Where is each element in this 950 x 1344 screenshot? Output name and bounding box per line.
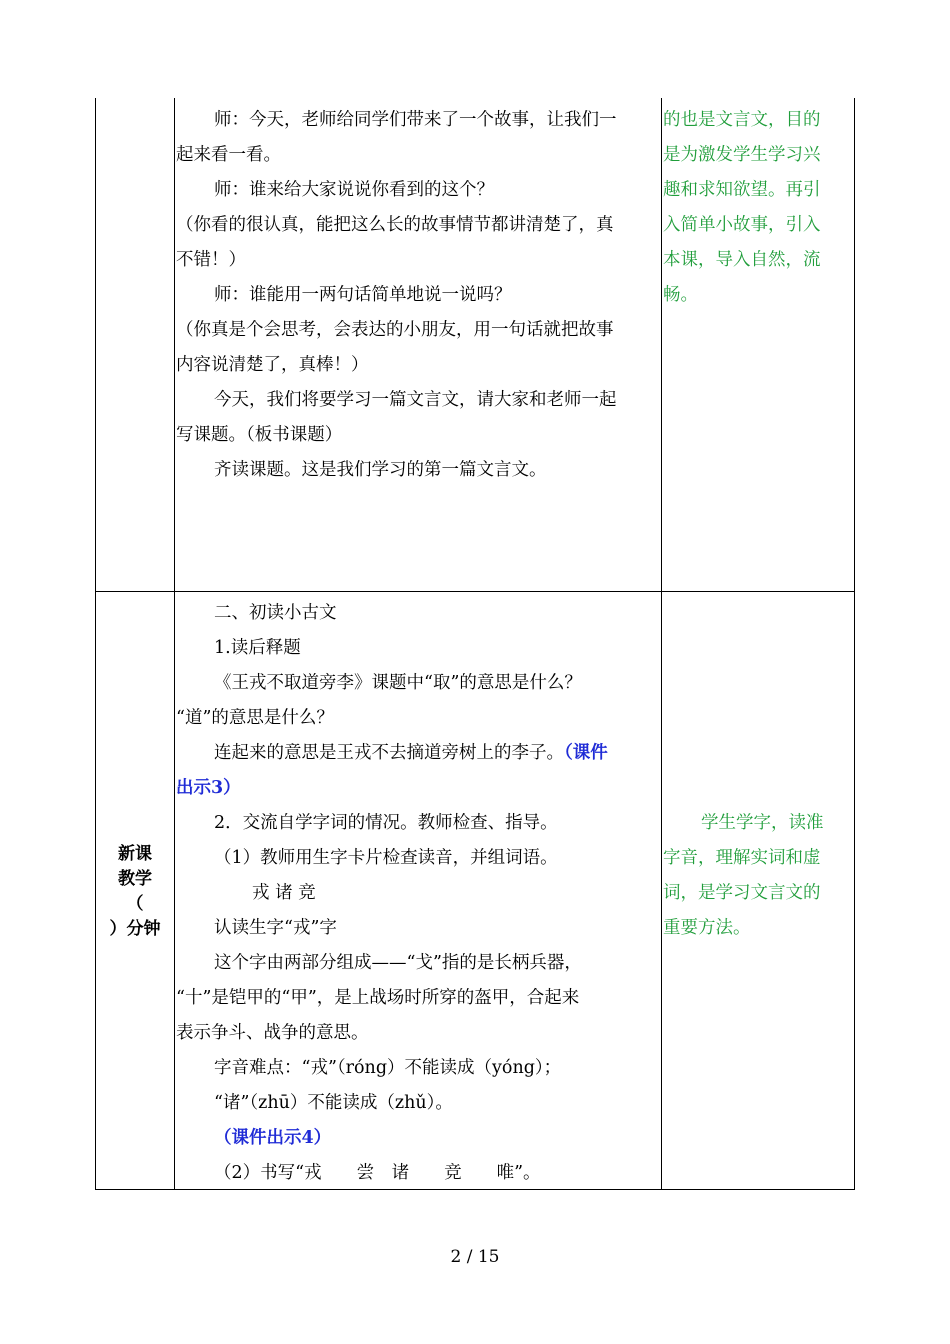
row2-line-17: （2）书写“戎 尝 诸 竞 唯”。 [214,1163,541,1183]
row1-line-5: 不错！） [176,250,246,270]
row2-note-line-2: 字音，理解实词和虚 [663,848,821,868]
courseware-ref-4: （课件出示4） [214,1128,332,1148]
row1-line-11: 齐读课题。这是我们学习的第一篇文言文。 [214,460,547,480]
row2-note-line-4: 重要方法。 [663,918,751,938]
row2-line-3: 《王戎不取道旁李》课题中“取”的意思是什么？ [214,673,582,693]
row1-line-1: 师：今天，老师给同学们带来了一个故事，让我们一 [214,110,617,130]
row2-line-7: 2．交流自学字词的情况。教师检查、指导。 [214,813,558,833]
row2-main-cell [176,596,660,1191]
row1-note-line-6: 畅。 [663,285,698,305]
row2-line-8: （1）教师用生字卡片检查读音，并组词语。 [214,848,558,868]
row1-line-9: 今天，我们将要学习一篇文言文，请大家和老师一起 [214,390,617,410]
table-right-border [854,98,855,1190]
row1-line-7: （你真是个会思考，会表达的小朋友，用一句话就把故事 [176,320,614,340]
row2-line-5 [176,736,660,771]
row1-note-cell [663,103,853,313]
section-label-line-4: ）分钟 [109,919,161,939]
row1-line-2: 起来看一看。 [176,145,281,165]
row2-line-12: “十”是铠甲的“甲”，是上战场时所穿的盔甲，合起来 [176,988,580,1008]
row1-line-6: 师：谁能用一两句话简单地说一说吗？ [214,285,512,305]
row2-line-5-text: 连起来的意思是王戎不去摘道旁树上的李子。 [214,743,564,763]
row2-line-10: 认读生字“戎”字 [214,918,337,938]
row1-line-8: 内容说清楚了，真棒！） [176,355,369,375]
section-label-line-3: （ [126,894,144,914]
subsection-heading: 1.读后释题 [214,638,301,658]
row1-note-line-1: 的也是文言文，目的 [663,110,821,130]
row2-line-13: 表示争斗、战争的意思。 [176,1023,369,1043]
row2-note-line-3: 词，是学习文言文的 [663,883,821,903]
row2-line-4: “道”的意思是什么？ [176,708,334,728]
row2-note-cell [663,806,853,946]
col-divider-2 [661,98,662,1190]
row1-line-3: 师：谁来给大家说说你看到的这个？ [214,180,494,200]
row1-main-cell [176,103,660,488]
row1-line-10: 写课题。（板书课题） [176,425,343,445]
row1-note-line-4: 入简单小故事，引入 [663,215,821,235]
page-number: 2 / 15 [450,1247,500,1267]
row2-line-15: “诸”（zhū）不能读成（zhǔ）。 [214,1093,453,1113]
row1-note-line-2: 是为激发学生学习兴 [663,145,821,165]
col-divider-1 [174,98,175,1190]
row2-note-line-1: 学生学字，读准 [701,813,824,833]
row2-line-11: 这个字由两部分组成——“戈”指的是长柄兵器， [214,953,582,973]
row1-line-4: （你看的很认真，能把这么长的故事情节都讲清楚了，真 [176,215,614,235]
row2-line-14: 字音难点：“戎”（róng）不能读成（yóng）； [214,1058,562,1078]
table-left-border-top [95,98,96,592]
row1-note-line-5: 本课，导入自然，流 [663,250,821,270]
section-label [96,842,174,942]
character-list: 戎 诸 竞 [252,883,316,903]
row1-note-line-3: 趣和求知欲望。再引 [663,180,821,200]
section-label-line-1: 新课 [118,844,152,864]
courseware-ref-3a: （课件 [564,743,608,763]
section-heading: 二、初读小古文 [214,603,337,623]
section-label-line-2: 教学 [118,869,152,889]
row-divider [95,591,855,592]
courseware-ref-3b: 出示3） [176,778,241,798]
